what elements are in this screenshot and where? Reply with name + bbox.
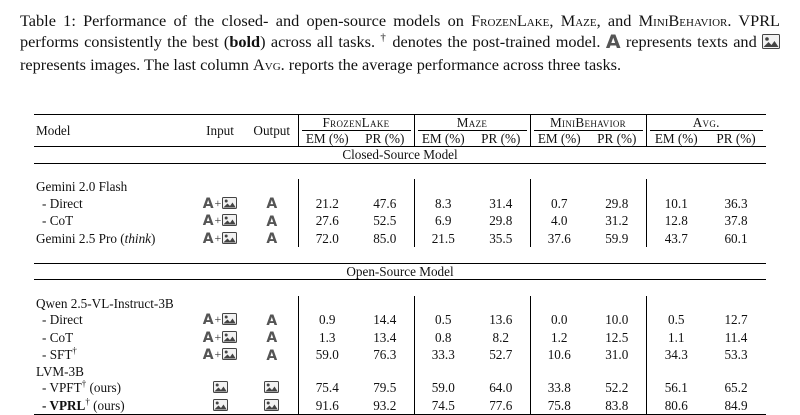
model-name — [34, 230, 194, 248]
model-name-text: - VPRL — [42, 397, 86, 413]
model-name: LVM-3B — [36, 363, 84, 379]
output-modality — [246, 397, 298, 415]
image-modality-icon — [222, 348, 237, 364]
table-row — [34, 296, 766, 312]
model-name: Qwen 2.5-VL-Instruct-3B — [36, 295, 174, 311]
output-modality — [246, 379, 298, 397]
cell-value: 8.2 — [492, 329, 509, 345]
cell-value: 47.6 — [373, 195, 397, 211]
section-closed-source — [34, 147, 766, 164]
model-name-suffix: (ours) — [89, 397, 125, 413]
cell-value: 60.1 — [724, 230, 748, 246]
table-row — [34, 346, 766, 364]
caption-avg: Avg. — [253, 55, 285, 74]
model-name: - Direct — [42, 312, 83, 327]
model-name-text: Gemini 2.5 Pro ( — [36, 230, 125, 246]
cell-value: 0.7 — [530, 195, 588, 213]
metric-header: EM (%) — [414, 131, 472, 147]
image-modality-icon — [222, 197, 237, 213]
model-name: Gemini 2.0 Flash — [36, 179, 128, 194]
model-name: - CoT — [42, 213, 74, 228]
group-label: Avg. — [692, 115, 720, 130]
cell-value-best: 83.8 — [588, 397, 646, 415]
input-modality — [194, 212, 246, 230]
caption-text: Table 1: Performance of the closed- and open-source models on — [20, 11, 472, 30]
input-modality — [194, 311, 246, 329]
plus-sign: + — [214, 230, 222, 245]
metric-header: EM (%) — [646, 131, 706, 147]
table-row-best — [34, 397, 766, 415]
cell-value: 10.6 — [530, 346, 588, 364]
group-label: Maze — [456, 115, 488, 130]
image-modality-icon — [264, 399, 279, 415]
output-modality — [246, 346, 298, 364]
cell-value: 43.7 — [646, 230, 706, 248]
plus-sign: + — [214, 329, 222, 344]
caption-text: . VPRL performs consistently the best ( — [20, 11, 781, 51]
image-modality-icon — [222, 232, 237, 248]
text-modality-icon: A — [266, 330, 278, 347]
model-name — [34, 397, 194, 415]
text-modality-icon: A — [202, 329, 214, 346]
cell-value: 0.8 — [414, 329, 472, 347]
dagger-mark: † — [81, 378, 87, 389]
cell-value: 12.5 — [605, 329, 629, 345]
caption-text: , — [549, 11, 561, 30]
cell-value: 33.8 — [530, 379, 588, 397]
text-modality-icon: A — [202, 312, 214, 328]
cell-value-best: 75.8 — [530, 397, 588, 415]
image-modality-icon — [213, 381, 228, 397]
output-modality — [246, 212, 298, 230]
cell-value: 53.3 — [724, 347, 748, 362]
cell-value: 52.2 — [605, 380, 629, 395]
caption-text: ) across all tasks. — [260, 32, 381, 51]
model-name — [34, 379, 194, 397]
cell-value: 10.1 — [646, 195, 706, 213]
input-modality — [194, 230, 246, 248]
plus-sign: + — [214, 195, 222, 210]
caption-maze: Maze — [560, 11, 597, 30]
output-modality — [246, 311, 298, 329]
cell-value-best: 77.6 — [472, 397, 530, 415]
model-name-suffix: (ours) — [86, 380, 121, 395]
table-row — [34, 364, 766, 380]
model-name — [34, 346, 194, 364]
cell-value: 76.3 — [373, 347, 397, 362]
header-group-frozenlake — [298, 115, 414, 131]
input-modality — [194, 195, 246, 213]
cell-value: 52.5 — [373, 213, 397, 228]
cell-value: 64.0 — [489, 380, 513, 395]
cell-value: 27.6 — [298, 212, 356, 230]
cell-value: 59.0 — [298, 346, 356, 364]
plus-sign: + — [214, 213, 222, 227]
cell-value: 12.8 — [646, 212, 706, 230]
header-group-minibehavior — [530, 115, 646, 131]
table-row — [34, 230, 766, 248]
table-caption — [20, 10, 780, 75]
input-modality — [194, 329, 246, 347]
text-modality-icon: A — [605, 31, 621, 53]
cell-value-best: 80.6 — [646, 397, 706, 415]
dagger-mark: † — [85, 396, 90, 407]
table-row — [34, 311, 766, 329]
table-row — [34, 379, 766, 397]
cell-value: 59.9 — [605, 230, 629, 246]
cell-value: 33.3 — [414, 346, 472, 364]
text-modality-icon: A — [266, 347, 278, 364]
cell-value: 37.8 — [724, 213, 748, 228]
input-modality — [194, 379, 246, 397]
metric-header: PR (%) — [481, 130, 521, 146]
caption-text: denotes the post-trained model. — [387, 32, 606, 51]
model-name-text: ) — [151, 230, 156, 246]
cell-value-best: 84.9 — [706, 397, 766, 415]
metric-header: EM (%) — [298, 131, 356, 147]
text-modality-icon: A — [202, 195, 214, 212]
cell-value: 31.0 — [605, 347, 629, 362]
caption-minibehavior: MiniBehavior — [638, 11, 728, 30]
caption-text: reports the average performance across three tasks. — [284, 55, 622, 74]
text-modality-icon: A — [266, 312, 278, 329]
cell-value: 35.5 — [489, 230, 513, 246]
plus-sign: + — [214, 347, 222, 361]
cell-value: 56.1 — [646, 379, 706, 397]
cell-value: 29.8 — [605, 195, 629, 211]
caption-text: represents images. The last column — [20, 55, 254, 74]
cell-value: 0.9 — [298, 311, 356, 329]
input-modality — [194, 346, 246, 364]
image-modality-icon — [222, 331, 237, 347]
table-row — [34, 329, 766, 347]
cell-value: 8.3 — [414, 195, 472, 213]
cell-value: 0.5 — [646, 311, 706, 329]
cell-value: 21.2 — [298, 195, 356, 213]
output-modality — [246, 329, 298, 347]
header-group-maze — [414, 115, 530, 131]
text-modality-icon: A — [266, 213, 278, 230]
cell-value: 31.4 — [489, 195, 513, 211]
cell-value: 13.4 — [373, 329, 397, 345]
header-input: Input — [194, 115, 246, 147]
cell-value: 0.0 — [530, 311, 588, 329]
caption-text: , and — [596, 11, 639, 30]
metric-header: PR (%) — [365, 130, 405, 146]
cell-value: 1.3 — [298, 329, 356, 347]
header-group-avg — [646, 115, 766, 131]
cell-value: 11.4 — [724, 329, 748, 345]
text-modality-icon: A — [202, 347, 214, 363]
cell-value-best: 91.6 — [298, 397, 356, 415]
header-model: Model — [34, 115, 194, 147]
results-table — [34, 114, 766, 415]
cell-value-best: 93.2 — [356, 397, 414, 415]
section-label: Closed-Source Model — [34, 147, 766, 164]
cell-value: 12.7 — [724, 312, 748, 327]
image-modality-icon — [213, 399, 228, 415]
cell-value: 6.9 — [414, 212, 472, 230]
cell-value: 75.4 — [298, 379, 356, 397]
section-open-source — [34, 263, 766, 280]
cell-value: 0.5 — [414, 311, 472, 329]
text-modality-icon: A — [202, 213, 214, 229]
cell-value: 65.2 — [724, 380, 748, 395]
table-row — [34, 195, 766, 213]
header-output: Output — [246, 115, 298, 147]
cell-value: 79.5 — [373, 380, 397, 395]
group-label: MiniBehavior — [550, 115, 626, 130]
cell-value: 31.2 — [605, 213, 629, 228]
model-name: - CoT — [42, 329, 74, 345]
cell-value: 4.0 — [530, 212, 588, 230]
cell-value: 37.6 — [530, 230, 588, 248]
dagger-mark: † — [72, 345, 77, 356]
caption-text: represents texts and — [620, 32, 763, 51]
section-label: Open-Source Model — [34, 263, 766, 280]
image-modality-icon — [222, 214, 237, 230]
table-row — [34, 212, 766, 230]
image-modality-icon — [222, 313, 237, 329]
cell-value: 21.5 — [414, 230, 472, 248]
text-modality-icon: A — [266, 231, 278, 248]
cell-value-best: 74.5 — [414, 397, 472, 415]
cell-value: 1.1 — [646, 329, 706, 347]
cell-value: 59.0 — [414, 379, 472, 397]
group-label: FrozenLake — [322, 115, 390, 130]
cell-value: 14.4 — [373, 312, 397, 327]
cell-value: 72.0 — [298, 230, 356, 248]
cell-value: 85.0 — [373, 230, 397, 246]
plus-sign: + — [214, 312, 222, 326]
output-modality — [246, 195, 298, 213]
cell-value: 36.3 — [724, 195, 748, 211]
caption-bold-word: bold — [229, 32, 261, 51]
image-modality-icon — [264, 381, 279, 397]
model-name-text: - VPFT — [42, 380, 82, 395]
text-modality-icon: A — [266, 196, 278, 213]
model-name: - Direct — [42, 195, 83, 211]
image-modality-icon — [762, 33, 780, 54]
cell-value: 52.7 — [489, 347, 513, 362]
input-modality — [194, 397, 246, 415]
model-name-italic: think — [124, 230, 152, 246]
output-modality — [246, 230, 298, 248]
metric-header: EM (%) — [530, 131, 588, 147]
caption-dagger: † — [380, 31, 388, 44]
cell-value: 13.6 — [489, 312, 513, 327]
cell-value: 29.8 — [489, 213, 513, 228]
cell-value: 34.3 — [646, 346, 706, 364]
model-name-text: - SFT — [42, 347, 73, 362]
metric-header: PR (%) — [597, 130, 637, 146]
metric-header: PR (%) — [716, 130, 756, 146]
table-row — [34, 179, 766, 195]
cell-value: 1.2 — [530, 329, 588, 347]
cell-value: 10.0 — [605, 312, 629, 327]
header-row-groups — [34, 115, 766, 131]
caption-frozenlake: FrozenLake — [471, 11, 550, 30]
text-modality-icon: A — [202, 230, 214, 247]
